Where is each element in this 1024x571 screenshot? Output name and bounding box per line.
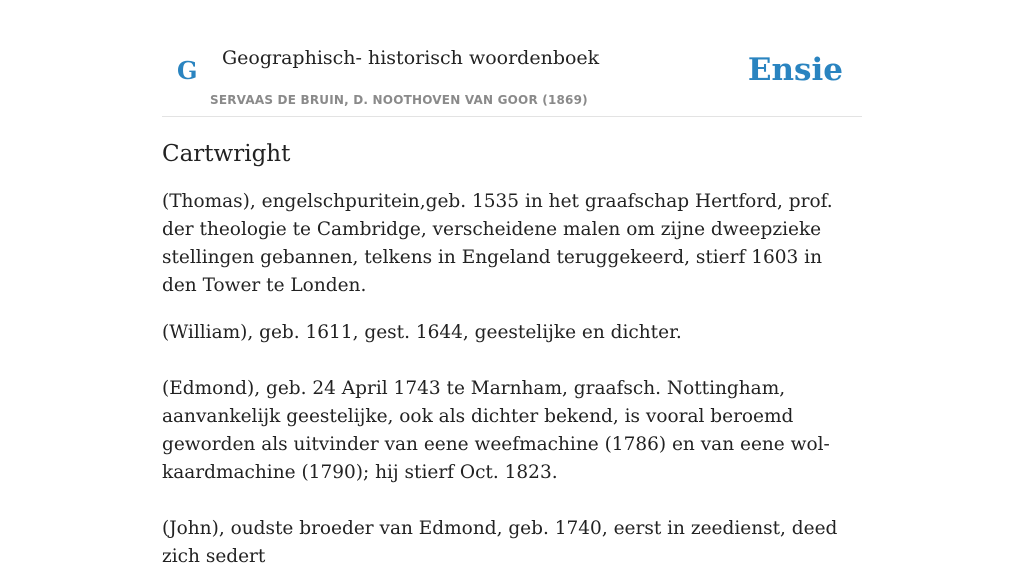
entry-content [162,136,862,571]
brand-logo[interactable]: Ensie [747,52,843,88]
page-header [162,0,862,117]
entry-paragraph-william: (William), geb. 1611, gest. 1644, geestelijke en dichter. [162,322,682,343]
entry-paragraph-edmond: (Edmond), geb. 24 April 1743 te Marnham, graafsch. Nottingham, aanvankelijk geestelijke, ook als dichter bekend, is vooral beroemd geworden als uitvinder van eene weefmachine (1786) en van eene wol-kaardmachine (1790); hij stierf Oct. 1823. [162,378,830,483]
entry-title: Cartwright [162,141,291,167]
entry-paragraph-john: (John), oudste broeder van Edmond, geb. 1740, eerst in zeedienst, deed zich sedert [162,518,838,567]
book-logo[interactable]: G [177,56,198,85]
book-title[interactable]: Geographisch- historisch woordenboek [222,47,600,69]
book-author: SERVAAS DE BRUIN, D. NOOTHOVEN VAN GOOR (1869) [210,93,588,107]
entry-paragraph-thomas: (Thomas), engelschpuritein,geb. 1535 in het graafschap Hertford, prof. der theologie te Cambridge, verscheidene malen om zijne dweepzieke stellingen gebannen, telkens in Engeland teruggekeerd, stierf 1603 in den Tower te Londen. [162,191,833,296]
